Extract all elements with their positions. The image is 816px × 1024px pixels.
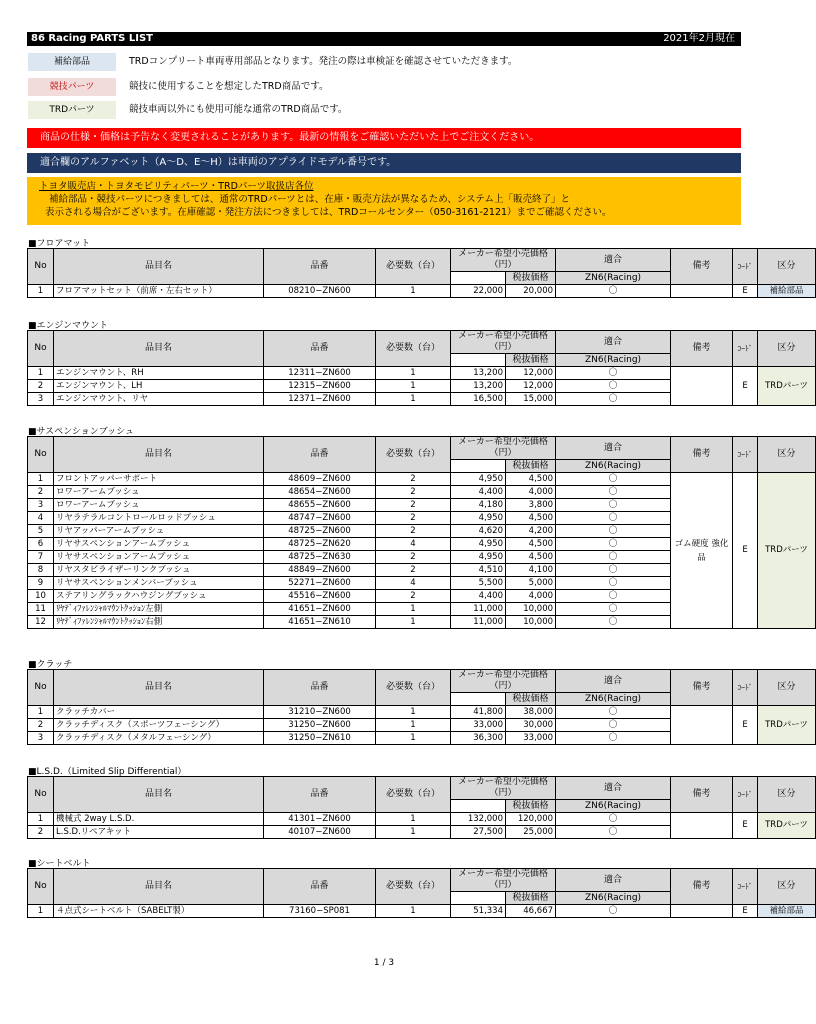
col-part: 品番 [264,331,376,367]
row-name: フロントアッパーサポート [54,473,264,486]
row-tax: 46,667 [506,905,556,918]
row-part: 40107−ZN600 [264,826,376,839]
row-part: 48725−ZN600 [264,525,376,538]
row-name: リヤラテラルコントロールロッドブッシュ [54,512,264,525]
row-code: E [733,367,758,406]
row-name: クラッチディスク（メタルフェーシング） [54,732,264,745]
row-no: 6 [28,538,54,551]
row-name: ロワーアームブッシュ [54,486,264,499]
row-price: 4,950 [451,551,506,564]
parts-table [27,248,816,298]
table-row [28,473,816,486]
row-fit: 〇 [556,499,671,512]
row-code: E [733,285,758,298]
col-tax: 税抜価格 [506,693,556,706]
row-qty: 1 [376,603,451,616]
row-price: 4,950 [451,538,506,551]
row-qty: 1 [376,367,451,380]
parts-table [27,669,816,745]
legend-kyogi-desc: 競技に使用することを想定したTRD商品です。 [129,81,329,92]
row-name: ﾘﾔﾃﾞｨﾌｧﾚﾝｼｬﾙﾏｳﾝﾄｸｯｼｮﾝ右側 [54,616,264,629]
col-category: 区分 [758,670,816,706]
col-part: 品番 [264,869,376,905]
row-tax: 12,000 [506,380,556,393]
price-change-banner: 商品の仕様・価格は予告なく変更されることがあります。最新の情報をご確認いただいた上でご注文ください。 [27,128,741,148]
row-no: 1 [28,706,54,719]
row-name: リヤサスペンションアームブッシュ [54,538,264,551]
row-tax: 4,000 [506,590,556,603]
legend-hojo-desc: TRDコンプリート車両専用部品となります。発注の際は車検証を確認させていただきます。 [129,56,518,67]
row-no: 11 [28,603,54,616]
col-name: 品目名 [54,249,264,285]
row-qty: 1 [376,732,451,745]
row-part: 48609−ZN600 [264,473,376,486]
row-price: 51,334 [451,905,506,918]
row-part: 48849−ZN600 [264,564,376,577]
row-tax: 30,000 [506,719,556,732]
row-tax: 20,000 [506,285,556,298]
row-fit: 〇 [556,905,671,918]
col-code: ｺｰﾄﾞ [733,777,758,813]
col-qty: 必要数（台） [376,331,451,367]
row-code: E [733,905,758,918]
row-no: 4 [28,512,54,525]
row-fit: 〇 [556,285,671,298]
row-price: 13,200 [451,380,506,393]
row-price: 16,500 [451,393,506,406]
row-tax: 15,000 [506,393,556,406]
row-name: クラッチディスク（スポーツフェーシング） [54,719,264,732]
col-fit: 適合 [556,869,671,892]
row-qty: 1 [376,285,451,298]
col-name: 品目名 [54,670,264,706]
col-note: 備考 [671,869,733,905]
row-category-badge: 補給部品 [758,905,816,918]
row-code: E [733,473,758,629]
row-part: 41651−ZN600 [264,603,376,616]
col-category: 区分 [758,437,816,473]
row-fit: 〇 [556,367,671,380]
row-qty: 2 [376,525,451,538]
row-name: リヤスタビライザーリンクブッシュ [54,564,264,577]
row-qty: 2 [376,473,451,486]
row-part: 48747−ZN600 [264,512,376,525]
col-fit: 適合 [556,670,671,693]
col-price: メーカー希望小売価格（円） [451,777,556,800]
row-tax: 4,500 [506,551,556,564]
row-tax: 10,000 [506,603,556,616]
row-no: 7 [28,551,54,564]
col-no: No [28,437,54,473]
row-part: 08210−ZN600 [264,285,376,298]
col-no: No [28,670,54,706]
col-qty: 必要数（台） [376,249,451,285]
col-tax: 税抜価格 [506,460,556,473]
col-fit-model: ZN6(Racing) [556,272,671,285]
row-category-badge: TRDパーツ [758,367,816,406]
row-fit: 〇 [556,380,671,393]
col-category: 区分 [758,869,816,905]
row-tax: 4,500 [506,538,556,551]
row-qty: 2 [376,551,451,564]
col-category: 区分 [758,331,816,367]
row-name: リヤサスペンションアームブッシュ [54,551,264,564]
col-no: No [28,777,54,813]
col-no: No [28,869,54,905]
col-no: No [28,331,54,367]
section-title: ■エンジンマウント [28,321,109,331]
col-code: ｺｰﾄﾞ [733,249,758,285]
legend-trd-desc: 競技車両以外にも使用可能な通常のTRD商品です。 [129,104,348,115]
col-code: ｺｰﾄﾞ [733,331,758,367]
row-part: 12371−ZN600 [264,393,376,406]
dealer-notice-line2: 表示される場合がございます。在庫確認・発注方法につきましては、TRDコールセンター（050-3161-2121）までご確認ください。 [45,207,612,218]
row-tax: 4,100 [506,564,556,577]
col-name: 品目名 [54,331,264,367]
row-tax: 38,000 [506,706,556,719]
row-no: 1 [28,367,54,380]
row-name: L.S.D.リペアキット [54,826,264,839]
row-name: リヤアッパーアームブッシュ [54,525,264,538]
col-code: ｺｰﾄﾞ [733,437,758,473]
section-title: ■サスペンションブッシュ [28,427,134,437]
row-price: 11,000 [451,603,506,616]
row-no: 3 [28,732,54,745]
col-no: No [28,249,54,285]
col-tax: 税抜価格 [506,354,556,367]
row-qty: 4 [376,538,451,551]
col-name: 品目名 [54,869,264,905]
row-price: 33,000 [451,719,506,732]
col-qty: 必要数（台） [376,869,451,905]
col-code: ｺｰﾄﾞ [733,670,758,706]
table-row [28,367,816,380]
row-price: 4,400 [451,486,506,499]
row-tax: 33,000 [506,732,556,745]
row-no: 10 [28,590,54,603]
row-fit: 〇 [556,551,671,564]
row-fit: 〇 [556,706,671,719]
col-price: メーカー希望小売価格（円） [451,331,556,354]
col-tax: 税抜価格 [506,800,556,813]
col-category: 区分 [758,249,816,285]
table-row [28,905,816,918]
row-fit: 〇 [556,590,671,603]
row-price: 4,950 [451,473,506,486]
row-no: 1 [28,473,54,486]
row-qty: 2 [376,499,451,512]
row-note [671,285,733,298]
col-fit-model: ZN6(Racing) [556,693,671,706]
row-price: 4,620 [451,525,506,538]
row-part: 52271−ZN600 [264,577,376,590]
page-number: 1 / 3 [373,958,395,968]
col-note: 備考 [671,331,733,367]
row-qty: 1 [376,813,451,826]
parts-table [27,868,816,918]
row-price: 13,200 [451,367,506,380]
dealer-notice-title: トヨタ販売店・トヨタモビリティパーツ・TRDパーツ取扱店各位 [39,181,314,192]
row-name: エンジンマウント、LH [54,380,264,393]
col-part: 品番 [264,437,376,473]
parts-table [27,776,816,839]
col-note: 備考 [671,249,733,285]
row-no: 5 [28,525,54,538]
row-tax: 4,000 [506,486,556,499]
row-tax: 3,800 [506,499,556,512]
row-part: 45516−ZN600 [264,590,376,603]
row-fit: 〇 [556,486,671,499]
col-part: 品番 [264,249,376,285]
dealer-notice [27,177,741,225]
col-fit-model: ZN6(Racing) [556,800,671,813]
legend-kyogi-badge: 競技パーツ [28,78,116,96]
row-part: 31210−ZN600 [264,706,376,719]
document-title: 86 Racing PARTS LIST [31,33,153,44]
table-row [28,813,816,826]
col-note: 備考 [671,670,733,706]
row-price: 4,950 [451,512,506,525]
row-fit: 〇 [556,473,671,486]
legend-trd-badge: TRDパーツ [28,101,116,119]
row-category-badge: TRDパーツ [758,473,816,629]
row-price: 11,000 [451,616,506,629]
col-fit-model: ZN6(Racing) [556,892,671,905]
row-no: 12 [28,616,54,629]
table-row [28,706,816,719]
col-code: ｺｰﾄﾞ [733,869,758,905]
section-title: ■フロアマット [28,239,91,249]
row-qty: 2 [376,486,451,499]
row-qty: 1 [376,393,451,406]
row-name: エンジンマウント、RH [54,367,264,380]
row-part: 41301−ZN600 [264,813,376,826]
row-name: ﾘﾔﾃﾞｨﾌｧﾚﾝｼｬﾙﾏｳﾝﾄｸｯｼｮﾝ左側 [54,603,264,616]
col-price: メーカー希望小売価格（円） [451,437,556,460]
row-name: ４点式シートベルト（SABELT製） [54,905,264,918]
section-title: ■L.S.D.（Limited Slip Differential） [28,767,187,777]
legend-hojo-badge: 補給部品 [28,53,116,71]
row-part: 48725−ZN630 [264,551,376,564]
row-name: リヤサスペンションメンバーブッシュ [54,577,264,590]
row-qty: 1 [376,616,451,629]
row-fit: 〇 [556,577,671,590]
row-tax: 12,000 [506,367,556,380]
row-part: 12311−ZN600 [264,367,376,380]
row-fit: 〇 [556,512,671,525]
col-note: 備考 [671,777,733,813]
row-price: 4,180 [451,499,506,512]
row-fit: 〇 [556,826,671,839]
col-fit: 適合 [556,777,671,800]
col-category: 区分 [758,777,816,813]
row-part: 73160−SP081 [264,905,376,918]
col-fit: 適合 [556,249,671,272]
row-no: 3 [28,393,54,406]
row-fit: 〇 [556,813,671,826]
row-name: ロワーアームブッシュ [54,499,264,512]
row-tax: 25,000 [506,826,556,839]
row-tax: 120,000 [506,813,556,826]
row-price: 27,500 [451,826,506,839]
row-fit: 〇 [556,525,671,538]
row-note [671,905,733,918]
dealer-notice-line1: 補給部品・競技パーツにつきましては、通常のTRDパーツとは、在庫・販売方法が異なるため、システム上「販売終了」と [49,194,570,205]
col-fit: 適合 [556,437,671,460]
row-fit: 〇 [556,393,671,406]
row-price: 22,000 [451,285,506,298]
col-price: メーカー希望小売価格（円） [451,670,556,693]
row-code: E [733,706,758,745]
row-no: 1 [28,905,54,918]
row-price: 4,510 [451,564,506,577]
col-price: メーカー希望小売価格（円） [451,869,556,892]
row-no: 2 [28,486,54,499]
row-tax: 4,200 [506,525,556,538]
row-tax: 10,000 [506,616,556,629]
col-qty: 必要数（台） [376,670,451,706]
row-note [671,367,733,406]
row-qty: 1 [376,826,451,839]
row-name: 機械式 2way L.S.D. [54,813,264,826]
row-price: 5,500 [451,577,506,590]
table-row [28,285,816,298]
row-no: 9 [28,577,54,590]
row-part: 48654−ZN600 [264,486,376,499]
row-no: 8 [28,564,54,577]
row-part: 12315−ZN600 [264,380,376,393]
parts-table [27,436,816,629]
row-tax: 4,500 [506,473,556,486]
row-qty: 2 [376,564,451,577]
row-qty: 1 [376,719,451,732]
row-price: 4,400 [451,590,506,603]
row-qty: 1 [376,905,451,918]
row-no: 2 [28,826,54,839]
col-part: 品番 [264,670,376,706]
row-note [671,813,733,839]
col-name: 品目名 [54,437,264,473]
row-fit: 〇 [556,564,671,577]
row-fit: 〇 [556,538,671,551]
row-no: 3 [28,499,54,512]
col-fit: 適合 [556,331,671,354]
row-category-badge: TRDパーツ [758,813,816,839]
row-no: 1 [28,813,54,826]
row-qty: 2 [376,512,451,525]
row-price: 41,800 [451,706,506,719]
row-fit: 〇 [556,616,671,629]
row-tax: 4,500 [506,512,556,525]
row-note: ゴム硬度 強化品 [671,473,733,629]
row-qty: 1 [376,380,451,393]
row-category-badge: TRDパーツ [758,706,816,745]
row-price: 132,000 [451,813,506,826]
col-note: 備考 [671,437,733,473]
row-price: 36,300 [451,732,506,745]
row-qty: 2 [376,590,451,603]
section-title: ■シートベルト [28,859,91,869]
row-part: 31250−ZN600 [264,719,376,732]
row-part: 31250−ZN610 [264,732,376,745]
applied-model-banner: 適合欄のアルファベット（A～D、E～H）は車両のアプライドモデル番号です。 [27,153,741,173]
col-price: メーカー希望小売価格（円） [451,249,556,272]
row-note [671,706,733,745]
section-title: ■クラッチ [28,660,73,670]
row-fit: 〇 [556,732,671,745]
row-name: フロアマットセット（前席・左右セット） [54,285,264,298]
col-fit-model: ZN6(Racing) [556,460,671,473]
col-part: 品番 [264,777,376,813]
row-no: 2 [28,380,54,393]
row-fit: 〇 [556,719,671,732]
row-code: E [733,813,758,839]
col-fit-model: ZN6(Racing) [556,354,671,367]
col-name: 品目名 [54,777,264,813]
title-bar [27,32,741,46]
row-part: 41651−ZN610 [264,616,376,629]
row-name: ステアリングラックハウジングブッシュ [54,590,264,603]
row-no: 1 [28,285,54,298]
row-part: 48655−ZN600 [264,499,376,512]
row-tax: 5,000 [506,577,556,590]
row-qty: 4 [376,577,451,590]
row-part: 48725−ZN620 [264,538,376,551]
col-tax: 税抜価格 [506,272,556,285]
parts-table [27,330,816,406]
row-name: エンジンマウント、リヤ [54,393,264,406]
row-fit: 〇 [556,603,671,616]
row-no: 2 [28,719,54,732]
as-of-date: 2021年2月現在 [663,33,735,44]
col-tax: 税抜価格 [506,892,556,905]
col-qty: 必要数（台） [376,437,451,473]
row-category-badge: 補給部品 [758,285,816,298]
row-qty: 1 [376,706,451,719]
row-name: クラッチカバー [54,706,264,719]
col-qty: 必要数（台） [376,777,451,813]
